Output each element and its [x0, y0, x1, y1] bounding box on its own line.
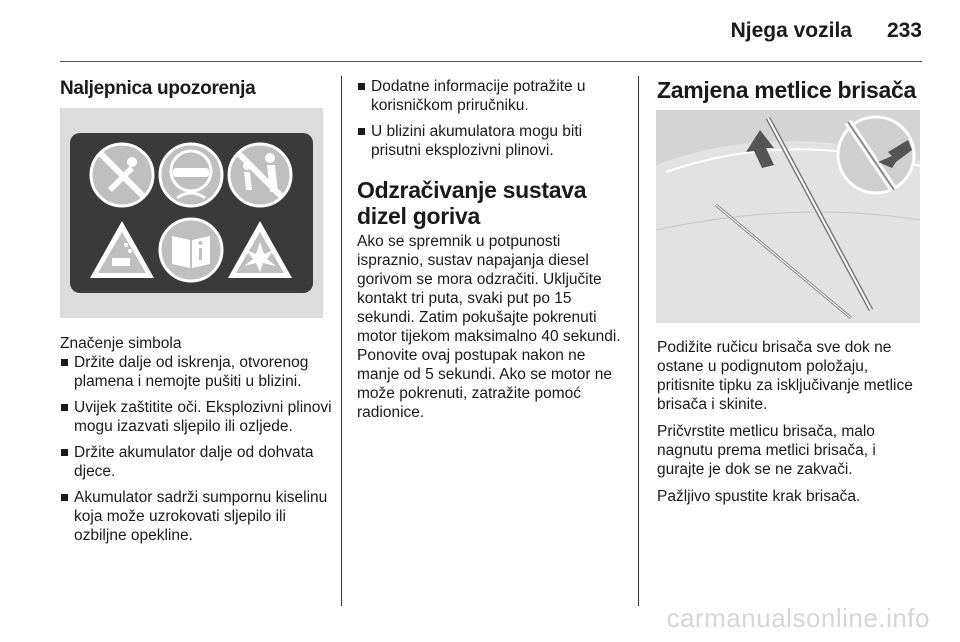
paragraph: Pričvrstite metlicu brisača, malo nagnutu prema metlici brisača, i gurajte je dok se ne zakvači.: [657, 423, 876, 478]
wiper-blade-figure: [656, 110, 920, 323]
bullet-square-icon: [61, 359, 68, 366]
paragraph: Podižite ručicu brisača sve dok ne ostane u podignutom položaju, pritisnite tipku za isključivanje metlice brisača i skinite.: [657, 339, 913, 413]
watermark: carmanualsonline.info: [666, 603, 930, 633]
list-item: Dodatne informacije potražite u korisničkom priručniku.: [357, 77, 629, 115]
diesel-bleeding-paragraph: Ako se spremnik u potpunosti ispraznio, sustav napajanja diesel gorivom se mora odzračiti. Uključite kontakt tri puta, svaki put po 15 sekundi. Zatim pokušajte pokrenuti motor tijekom maksimalno 40 sekundi. Ponovite ovaj postupak nakon ne manje od 5 sekundi. Ako se motor ne može pokrenuti, zatražite pomoć radionice.: [357, 233, 621, 421]
symbols-list: [60, 353, 332, 552]
column-divider-1: [341, 76, 342, 606]
warning-label-figure: [60, 108, 323, 318]
paragraph: Pažljivo spustite krak brisača.: [657, 488, 861, 505]
header-rule: [60, 61, 922, 62]
section-title-diesel-bleeding: Odzračivanje sustava dizel goriva: [357, 177, 587, 229]
section-title-warning-label: Naljepnica upozorenja: [60, 78, 256, 99]
bullet-square-icon: [358, 128, 365, 135]
list-item: Držite akumulator dalje od dohvata djece.: [60, 443, 332, 481]
list-item: Držite dalje od iskrenja, otvorenog plamena i nemojte pušiti u blizini.: [60, 353, 332, 391]
bullet-square-icon: [61, 494, 68, 501]
list-item: Uvijek zaštitite oči. Eksplozivni plinovi mogu izazvati sljepilo ili ozljede.: [60, 398, 332, 436]
list-item: U blizini akumulatora mogu biti prisutni eksplozivni plinovi.: [357, 122, 629, 160]
column-divider-2: [638, 76, 639, 606]
no-fire-icon: [91, 144, 153, 206]
bullet-square-icon: [61, 449, 68, 456]
additional-info-list: [357, 77, 629, 167]
running-header-title: Njega vozila: [730, 19, 852, 42]
wiper-instructions: [657, 338, 925, 514]
page-number: 233: [886, 19, 922, 42]
bullet-square-icon: [61, 404, 68, 411]
section-title-wiper-blade: Zamjena metlice brisača: [657, 77, 917, 103]
keep-away-children-icon: [229, 144, 291, 206]
read-manual-icon: [160, 219, 222, 281]
symbols-intro-text: Značenje simbola: [60, 335, 182, 352]
bullet-square-icon: [358, 83, 365, 90]
list-item: Akumulator sadrži sumpornu kiselinu koja može uzrokovati sljepilo ili ozbiljne opekline.: [60, 488, 332, 545]
eye-protection-icon: [160, 144, 222, 206]
